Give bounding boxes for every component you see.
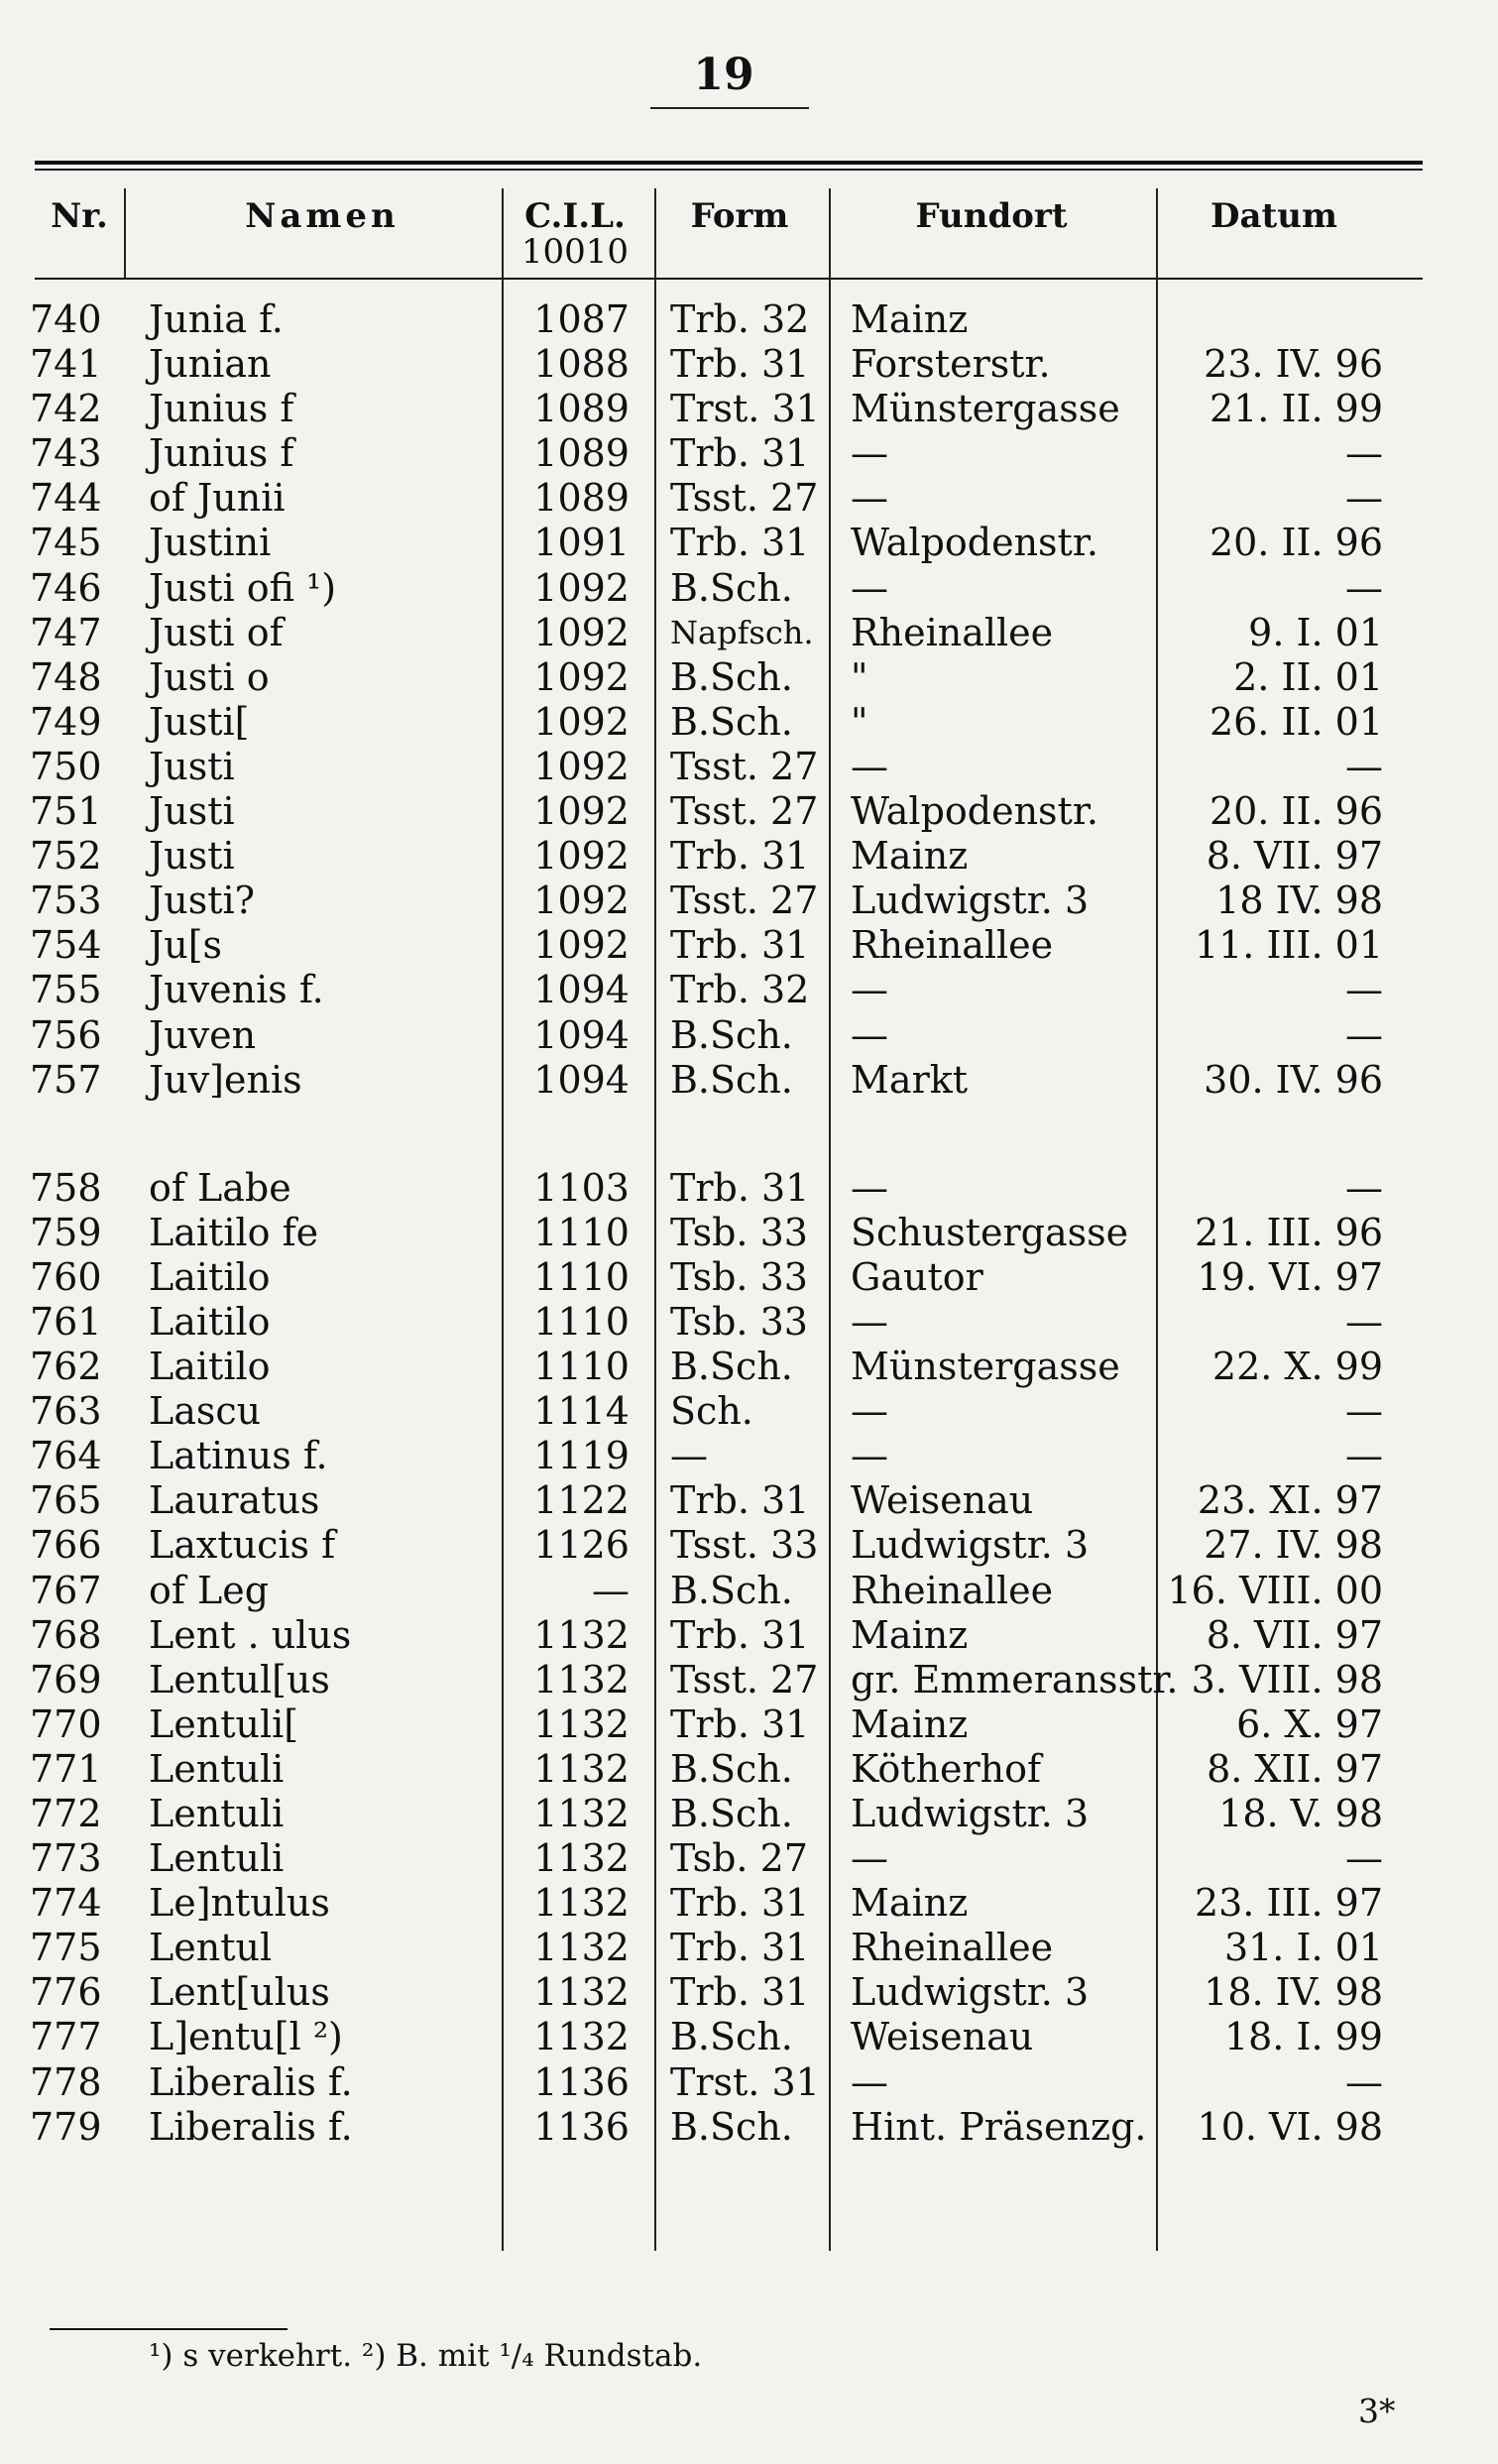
cell-name: L]entu[l ²) bbox=[149, 2015, 343, 2059]
cell-cil: 1110 bbox=[533, 1345, 630, 1389]
cell-datum: 22. X. 99 bbox=[1211, 1345, 1383, 1389]
cell-form: Tsst. 27 bbox=[670, 1657, 819, 1701]
cell-form: Trst. 31 bbox=[670, 2059, 820, 2104]
cell-name: Justi of bbox=[149, 610, 284, 654]
cell-name: Justi o bbox=[149, 654, 270, 699]
cell-fundort: gr. Emmeransstr. bbox=[851, 1657, 1179, 1701]
cell-cil: 1089 bbox=[533, 476, 630, 521]
cell-datum: 21. III. 96 bbox=[1194, 1210, 1383, 1254]
table-row bbox=[0, 1013, 1498, 1058]
cell-fundort: Mainz bbox=[851, 1881, 969, 1926]
cell-datum: 20. II. 96 bbox=[1209, 521, 1383, 565]
cell-nr: 750 bbox=[30, 744, 102, 788]
cell-nr: 743 bbox=[30, 431, 102, 476]
cell-fundort: Rheinallee bbox=[851, 1568, 1054, 1612]
cell-cil: 1089 bbox=[533, 431, 630, 476]
table-row bbox=[0, 700, 1498, 745]
cell-datum: 9. I. 01 bbox=[1248, 610, 1383, 654]
cell-fundort: — bbox=[851, 1299, 888, 1344]
cell-cil: 1132 bbox=[533, 1926, 630, 1970]
cell-form: Trb. 31 bbox=[670, 342, 810, 387]
cell-cil: 1132 bbox=[533, 1701, 630, 1746]
cell-datum: 11. III. 01 bbox=[1194, 923, 1383, 968]
cell-datum: — bbox=[1345, 1389, 1383, 1434]
cell-cil: 1122 bbox=[533, 1478, 630, 1523]
cell-nr: 760 bbox=[30, 1254, 102, 1299]
cell-cil: 1092 bbox=[533, 744, 630, 788]
cell-nr: 770 bbox=[30, 1701, 102, 1746]
cell-cil: 1092 bbox=[533, 565, 630, 610]
footnote-rule bbox=[50, 2328, 288, 2330]
cell-name: Justi? bbox=[149, 879, 256, 923]
cell-nr: 748 bbox=[30, 654, 102, 699]
cell-fundort: — bbox=[851, 1389, 888, 1434]
cell-form: — bbox=[670, 1434, 708, 1478]
top-rule-thin bbox=[35, 169, 1423, 171]
cell-name: of Labe bbox=[149, 1165, 291, 1210]
table-row bbox=[0, 1434, 1498, 1478]
cell-fundort: — bbox=[851, 1012, 888, 1057]
header-cil bbox=[506, 198, 644, 270]
cell-nr: 746 bbox=[30, 565, 102, 610]
cell-name: Junius f bbox=[149, 387, 294, 431]
cell-form: Napfsch. bbox=[670, 613, 814, 651]
cell-cil: 1089 bbox=[533, 387, 630, 431]
page-number-underline bbox=[650, 107, 809, 109]
cell-fundort: — bbox=[851, 968, 888, 1012]
cell-fundort: Schustergasse bbox=[851, 1210, 1129, 1254]
cell-datum: 16. VIII. 00 bbox=[1167, 1568, 1383, 1612]
cell-nr: 776 bbox=[30, 1970, 102, 2015]
cell-fundort: Ludwigstr. 3 bbox=[851, 1523, 1090, 1568]
cell-datum: — bbox=[1345, 1299, 1383, 1344]
cell-cil: 1132 bbox=[533, 1657, 630, 1701]
cell-datum: 18. I. 99 bbox=[1223, 2015, 1383, 2059]
cell-fundort: " bbox=[851, 654, 868, 699]
cell-name: Liberalis f. bbox=[149, 2059, 353, 2104]
cell-form: Trb. 31 bbox=[670, 1881, 810, 1926]
cell-nr: 778 bbox=[30, 2059, 102, 2104]
cell-cil: 1136 bbox=[533, 2059, 630, 2104]
cell-cil: 1110 bbox=[533, 1299, 630, 1344]
cell-form: B.Sch. bbox=[670, 1792, 793, 1835]
table-row bbox=[0, 1881, 1498, 1926]
cell-datum: — bbox=[1345, 744, 1383, 788]
table-row bbox=[0, 1836, 1498, 1881]
cell-datum: — bbox=[1345, 476, 1383, 521]
cell-fundort: Markt bbox=[851, 1057, 969, 1102]
cell-form: Tsb. 33 bbox=[670, 1210, 808, 1254]
header-namen: Namen bbox=[245, 196, 400, 236]
cell-datum: — bbox=[1345, 431, 1383, 476]
cell-name: Lentuli bbox=[149, 1792, 285, 1835]
cell-name: Lentuli bbox=[149, 1836, 285, 1881]
cell-nr: 755 bbox=[30, 968, 102, 1012]
cell-fundort: Münstergasse bbox=[851, 1345, 1120, 1389]
cell-fundort: Weisenau bbox=[851, 2015, 1034, 2059]
cell-nr: 763 bbox=[30, 1389, 102, 1434]
cell-cil: 1132 bbox=[533, 1836, 630, 1881]
cell-form: Tsst. 27 bbox=[670, 744, 819, 788]
cell-form: Tsb. 27 bbox=[670, 1836, 808, 1881]
table-row bbox=[0, 923, 1498, 968]
cell-nr: 745 bbox=[30, 521, 102, 565]
table-row bbox=[0, 1478, 1498, 1523]
cell-form: Tsst. 27 bbox=[670, 879, 819, 923]
cell-cil: 1088 bbox=[533, 342, 630, 387]
cell-datum: 2. II. 01 bbox=[1233, 654, 1383, 699]
cell-name: Junius f bbox=[149, 431, 294, 476]
cell-name: Liberalis f. bbox=[149, 2104, 353, 2149]
cell-cil: 1092 bbox=[533, 923, 630, 968]
cell-fundort: Gautor bbox=[851, 1254, 983, 1299]
cell-nr: 741 bbox=[30, 342, 102, 387]
cell-nr: 757 bbox=[30, 1057, 102, 1102]
cell-cil: 1126 bbox=[533, 1523, 630, 1568]
top-rule-thick bbox=[35, 161, 1423, 165]
cell-cil: 1092 bbox=[533, 699, 630, 744]
table-row bbox=[0, 1211, 1498, 1255]
cell-datum: 20. II. 96 bbox=[1209, 789, 1383, 834]
cell-datum: 27. IV. 98 bbox=[1204, 1523, 1383, 1568]
cell-nr: 753 bbox=[30, 879, 102, 923]
cell-name: Justi bbox=[149, 744, 235, 788]
cell-fundort: Walpodenstr. bbox=[851, 789, 1098, 834]
cell-form: B.Sch. bbox=[670, 654, 793, 699]
table-row bbox=[0, 879, 1498, 923]
table-row bbox=[0, 2060, 1498, 2105]
cell-datum: 26. II. 01 bbox=[1209, 699, 1383, 744]
cell-nr: 765 bbox=[30, 1478, 102, 1523]
table-row bbox=[0, 1058, 1498, 1103]
cell-nr: 769 bbox=[30, 1657, 102, 1701]
cell-name: of Junii bbox=[149, 476, 286, 521]
cell-datum: — bbox=[1345, 1434, 1383, 1478]
header-datum: Datum bbox=[1210, 196, 1337, 236]
table-body bbox=[0, 297, 1498, 2150]
cell-form: Tsst. 33 bbox=[670, 1523, 819, 1568]
cell-cil: 1114 bbox=[533, 1389, 630, 1434]
cell-name: Justi ofi ¹) bbox=[149, 565, 337, 610]
cell-datum: 3. VIII. 98 bbox=[1191, 1657, 1383, 1701]
cell-form: B.Sch. bbox=[670, 1345, 793, 1389]
cell-name: Justi bbox=[149, 834, 235, 879]
cell-nr: 764 bbox=[30, 1434, 102, 1478]
cell-form: B.Sch. bbox=[670, 1057, 793, 1102]
cell-cil: 1103 bbox=[533, 1165, 630, 1210]
cell-nr: 772 bbox=[30, 1792, 102, 1835]
cell-nr: 754 bbox=[30, 923, 102, 968]
cell-datum: 23. IV. 96 bbox=[1204, 342, 1383, 387]
cell-fundort: — bbox=[851, 476, 888, 521]
cell-datum: 8. XII. 97 bbox=[1207, 1746, 1383, 1791]
cell-form: B.Sch. bbox=[670, 699, 793, 744]
cell-cil: 1110 bbox=[533, 1254, 630, 1299]
cell-datum: 21. II. 99 bbox=[1209, 387, 1383, 431]
cell-fundort: Hint. Präsenzg. bbox=[851, 2104, 1147, 2149]
cell-form: Trb. 32 bbox=[670, 968, 810, 1012]
cell-form: Tsb. 33 bbox=[670, 1299, 808, 1344]
cell-cil: 1094 bbox=[533, 968, 630, 1012]
column-divider bbox=[124, 188, 126, 278]
table-row bbox=[0, 1747, 1498, 1792]
cell-name: Laitilo bbox=[149, 1345, 271, 1389]
cell-name: Justi[ bbox=[149, 699, 250, 744]
cell-name: Lascu bbox=[149, 1389, 262, 1434]
table-row bbox=[0, 655, 1498, 700]
cell-datum: 8. VII. 97 bbox=[1206, 834, 1383, 879]
cell-name: Juv]enis bbox=[149, 1057, 302, 1102]
footnotes: ¹) s verkehrt. ²) B. mit ¹/₄ Rundstab. bbox=[149, 2338, 703, 2374]
cell-fundort: Ludwigstr. 3 bbox=[851, 879, 1090, 923]
cell-datum: 18. V. 98 bbox=[1218, 1792, 1383, 1835]
table-row bbox=[0, 1300, 1498, 1345]
cell-name: Lentul[us bbox=[149, 1657, 330, 1701]
cell-name: Lentuli bbox=[149, 1746, 285, 1791]
cell-nr: 773 bbox=[30, 1836, 102, 1881]
page-number: 19 bbox=[693, 50, 754, 100]
cell-datum: 23. III. 97 bbox=[1194, 1881, 1383, 1926]
cell-form: B.Sch. bbox=[670, 2015, 793, 2059]
table-row bbox=[0, 1166, 1498, 1211]
cell-name: Justi bbox=[149, 789, 235, 834]
cell-fundort: Rheinallee bbox=[851, 923, 1054, 968]
cell-fundort: Weisenau bbox=[851, 1478, 1034, 1523]
table-row bbox=[0, 1792, 1498, 1836]
cell-form: Trb. 31 bbox=[670, 1478, 810, 1523]
cell-fundort: " bbox=[851, 699, 868, 744]
cell-datum: 19. VI. 97 bbox=[1197, 1254, 1383, 1299]
cell-datum: — bbox=[1345, 2059, 1383, 2104]
table-row bbox=[0, 745, 1498, 789]
cell-fundort: — bbox=[851, 1165, 888, 1210]
cell-cil: 1092 bbox=[533, 879, 630, 923]
cell-nr: 744 bbox=[30, 476, 102, 521]
cell-nr: 749 bbox=[30, 699, 102, 744]
cell-name: Lent . ulus bbox=[149, 1612, 352, 1657]
cell-cil: 1132 bbox=[533, 1792, 630, 1835]
table-row bbox=[0, 342, 1498, 387]
cell-name: Lauratus bbox=[149, 1478, 320, 1523]
cell-cil: 1092 bbox=[533, 654, 630, 699]
cell-name: Lent[ulus bbox=[149, 1970, 330, 2015]
table-row bbox=[0, 789, 1498, 834]
table-row bbox=[0, 1523, 1498, 1568]
cell-nr: 767 bbox=[30, 1568, 102, 1612]
cell-nr: 758 bbox=[30, 1165, 102, 1210]
cell-name: Ju[s bbox=[149, 923, 223, 968]
cell-datum: — bbox=[1345, 1012, 1383, 1057]
cell-form: Tsb. 33 bbox=[670, 1254, 808, 1299]
cell-cil: 1119 bbox=[533, 1434, 630, 1478]
cell-nr: 775 bbox=[30, 1926, 102, 1970]
table-row bbox=[0, 387, 1498, 431]
cell-cil: 1092 bbox=[533, 610, 630, 654]
cell-cil: 1094 bbox=[533, 1012, 630, 1057]
cell-name: Juven bbox=[149, 1012, 257, 1057]
table-row bbox=[0, 297, 1498, 342]
cell-nr: 761 bbox=[30, 1299, 102, 1344]
cell-cil: 1091 bbox=[533, 521, 630, 565]
table-row bbox=[0, 1702, 1498, 1747]
cell-datum: 10. VI. 98 bbox=[1197, 2104, 1383, 2149]
table-row bbox=[0, 1926, 1498, 1970]
table-row bbox=[0, 834, 1498, 879]
cell-datum: 8. VII. 97 bbox=[1206, 1612, 1383, 1657]
cell-nr: 740 bbox=[30, 297, 102, 341]
cell-name: Junian bbox=[149, 342, 272, 387]
cell-fundort: — bbox=[851, 1836, 888, 1881]
cell-nr: 759 bbox=[30, 1210, 102, 1254]
cell-nr: 766 bbox=[30, 1523, 102, 1568]
cell-form: Trb. 32 bbox=[670, 297, 810, 341]
cell-form: Trb. 31 bbox=[670, 1612, 810, 1657]
cell-cil: 1132 bbox=[533, 1612, 630, 1657]
cell-datum: 23. XI. 97 bbox=[1197, 1478, 1383, 1523]
cell-datum: 31. I. 01 bbox=[1223, 1926, 1383, 1970]
cell-cil: 1092 bbox=[533, 789, 630, 834]
cell-fundort: — bbox=[851, 565, 888, 610]
cell-form: Sch. bbox=[670, 1389, 753, 1434]
cell-nr: 742 bbox=[30, 387, 102, 431]
cell-name: Latinus f. bbox=[149, 1434, 328, 1478]
cell-cil: 1087 bbox=[533, 297, 630, 341]
cell-name: Laitilo bbox=[149, 1299, 271, 1344]
cell-datum: 18 IV. 98 bbox=[1215, 879, 1383, 923]
table-row bbox=[0, 1345, 1498, 1389]
cell-datum: — bbox=[1345, 565, 1383, 610]
cell-name: Justini bbox=[149, 521, 272, 565]
cell-fundort: Mainz bbox=[851, 297, 969, 341]
cell-name: Laitilo fe bbox=[149, 1210, 319, 1254]
cell-fundort: Münstergasse bbox=[851, 387, 1120, 431]
cell-datum: — bbox=[1345, 1836, 1383, 1881]
table-row bbox=[0, 1970, 1498, 2015]
cell-nr: 768 bbox=[30, 1612, 102, 1657]
cell-cil: 1132 bbox=[533, 1746, 630, 1791]
cell-fundort: Mainz bbox=[851, 1701, 969, 1746]
header-rule bbox=[35, 278, 1423, 280]
cell-nr: 771 bbox=[30, 1746, 102, 1791]
cell-nr: 774 bbox=[30, 1881, 102, 1926]
cell-fundort: Ludwigstr. 3 bbox=[851, 1792, 1090, 1835]
cell-fundort: — bbox=[851, 431, 888, 476]
cell-form: B.Sch. bbox=[670, 1568, 793, 1612]
cell-name: Laxtucis f bbox=[149, 1523, 336, 1568]
table-row bbox=[0, 476, 1498, 521]
table-row bbox=[0, 968, 1498, 1012]
cell-fundort: Ludwigstr. 3 bbox=[851, 1970, 1090, 2015]
cell-form: Tsst. 27 bbox=[670, 789, 819, 834]
cell-cil: — bbox=[592, 1568, 630, 1612]
cell-form: B.Sch. bbox=[670, 2104, 793, 2149]
cell-name: Le]ntulus bbox=[149, 1881, 330, 1926]
cell-name: Lentuli[ bbox=[149, 1701, 299, 1746]
table-row bbox=[0, 1658, 1498, 1702]
cell-form: Trst. 31 bbox=[670, 387, 820, 431]
cell-name: Juvenis f. bbox=[149, 968, 324, 1012]
cell-form: Trb. 31 bbox=[670, 1926, 810, 1970]
cell-name: Lentul bbox=[149, 1926, 273, 1970]
cell-cil: 1094 bbox=[533, 1057, 630, 1102]
header-nr: Nr. bbox=[51, 196, 108, 236]
header-cil-line2: 10010 bbox=[520, 232, 630, 272]
cell-nr: 752 bbox=[30, 834, 102, 879]
cell-fundort: — bbox=[851, 1434, 888, 1478]
table-row bbox=[0, 2105, 1498, 2150]
table-row bbox=[0, 521, 1498, 565]
cell-nr: 747 bbox=[30, 610, 102, 654]
cell-cil: 1136 bbox=[533, 2104, 630, 2149]
cell-form: Tsst. 27 bbox=[670, 476, 819, 521]
cell-name: Laitilo bbox=[149, 1254, 271, 1299]
cell-fundort: Kötherhof bbox=[851, 1746, 1042, 1791]
cell-datum: — bbox=[1345, 968, 1383, 1012]
cell-cil: 1092 bbox=[533, 834, 630, 879]
cell-fundort: Mainz bbox=[851, 834, 969, 879]
cell-nr: 762 bbox=[30, 1345, 102, 1389]
table-row bbox=[0, 611, 1498, 655]
cell-fundort: — bbox=[851, 2059, 888, 2104]
table-row bbox=[0, 1569, 1498, 1613]
cell-datum: — bbox=[1345, 1165, 1383, 1210]
cell-name: Junia f. bbox=[149, 297, 284, 341]
cell-fundort: Rheinallee bbox=[851, 1926, 1054, 1970]
cell-cil: 1132 bbox=[533, 2015, 630, 2059]
cell-fundort: — bbox=[851, 744, 888, 788]
table-row bbox=[0, 1613, 1498, 1658]
cell-datum: 6. X. 97 bbox=[1236, 1701, 1383, 1746]
cell-form: Trb. 31 bbox=[670, 1701, 810, 1746]
cell-form: Trb. 31 bbox=[670, 1165, 810, 1210]
table-row bbox=[0, 1389, 1498, 1434]
cell-form: Trb. 31 bbox=[670, 923, 810, 968]
cell-form: B.Sch. bbox=[670, 565, 793, 610]
cell-cil: 1132 bbox=[533, 1881, 630, 1926]
table-row bbox=[0, 566, 1498, 611]
header-fundort: Fundort bbox=[915, 196, 1068, 236]
cell-form: Trb. 31 bbox=[670, 1970, 810, 2015]
cell-cil: 1132 bbox=[533, 1970, 630, 2015]
cell-form: Trb. 31 bbox=[670, 834, 810, 879]
cell-datum: 30. IV. 96 bbox=[1204, 1057, 1383, 1102]
table-row bbox=[0, 431, 1498, 476]
cell-nr: 779 bbox=[30, 2104, 102, 2149]
cell-fundort: Walpodenstr. bbox=[851, 521, 1098, 565]
cell-nr: 751 bbox=[30, 789, 102, 834]
cell-datum: 18. IV. 98 bbox=[1204, 1970, 1383, 2015]
cell-nr: 756 bbox=[30, 1012, 102, 1057]
cell-nr: 777 bbox=[30, 2015, 102, 2059]
cell-form: Trb. 31 bbox=[670, 431, 810, 476]
cell-fundort: Forsterstr. bbox=[851, 342, 1051, 387]
cell-form: B.Sch. bbox=[670, 1746, 793, 1791]
cell-cil: 1110 bbox=[533, 1210, 630, 1254]
header-cil-line1: C.I.L. bbox=[524, 196, 626, 236]
cell-form: B.Sch. bbox=[670, 1012, 793, 1057]
header-form: Form bbox=[690, 196, 789, 236]
signature-mark: 3* bbox=[1358, 2392, 1396, 2430]
table-row bbox=[0, 2015, 1498, 2059]
table-row bbox=[0, 1255, 1498, 1300]
cell-form: Trb. 31 bbox=[670, 521, 810, 565]
cell-fundort: Rheinallee bbox=[851, 610, 1054, 654]
cell-fundort: Mainz bbox=[851, 1612, 969, 1657]
cell-name: of Leg bbox=[149, 1568, 270, 1612]
